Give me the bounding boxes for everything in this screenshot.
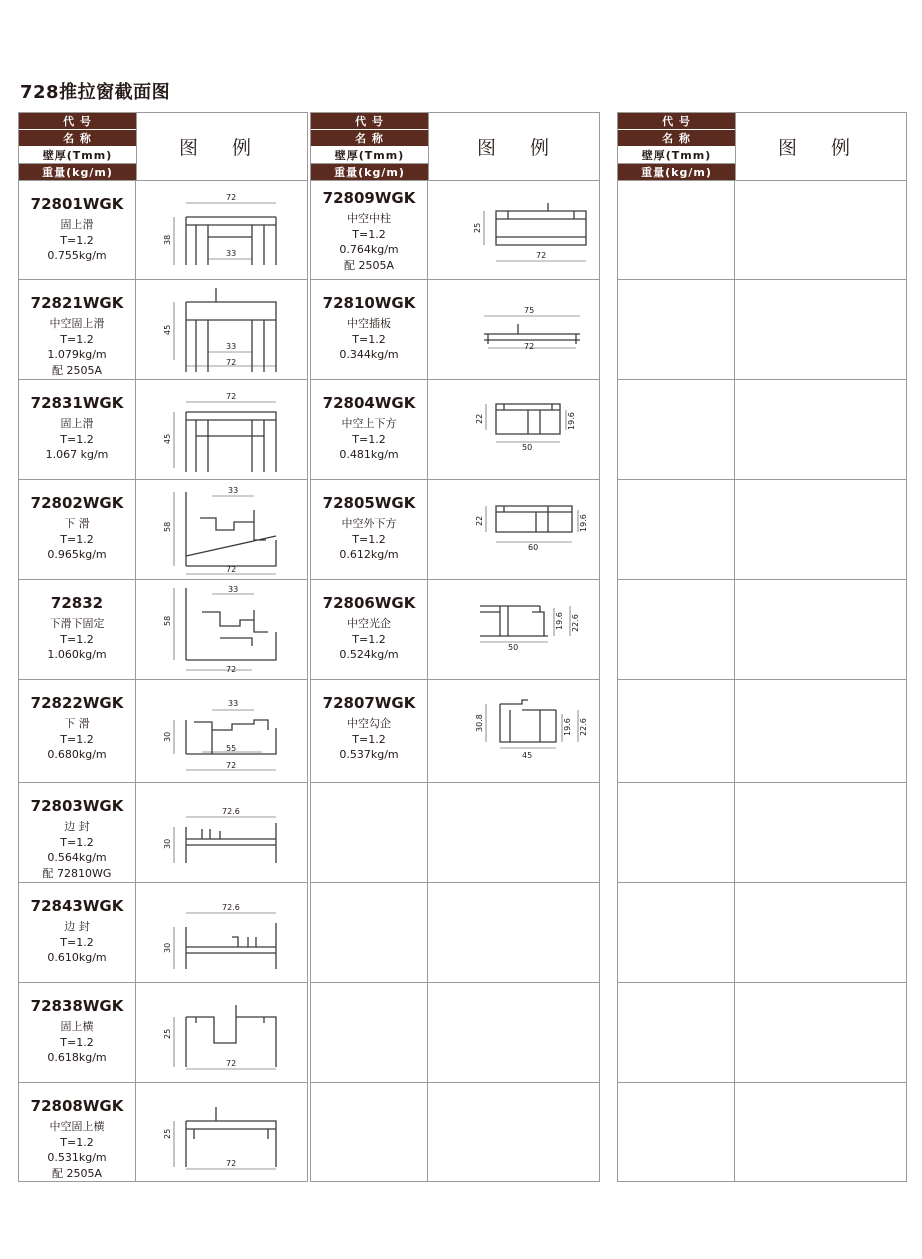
product-name: 中空上下方 [341,417,397,430]
svg-text:45: 45 [163,433,172,444]
product-code: 72804WGK [322,394,416,412]
header-name: 名 称 [19,130,136,147]
table-header [618,113,906,181]
product-code: 72807WGK [322,694,416,712]
table-row-empty [311,983,599,1083]
table-row [19,783,307,883]
svg-text:72: 72 [226,761,237,770]
svg-text:72.6: 72.6 [222,807,240,816]
svg-text:33: 33 [226,342,237,351]
product-code: 72803WGK [30,797,124,815]
svg-text:30: 30 [163,838,172,849]
page-title: 728推拉窗截面图 [20,82,171,103]
product-weight: 0.755kg/m [47,249,107,262]
product-code: 72808WGK [30,1097,124,1115]
profile-drawing [136,580,307,679]
table-row [19,280,307,380]
product-code: 72809WGK [322,189,416,207]
product-code: 72805WGK [322,494,416,512]
svg-text:72: 72 [226,565,237,574]
product-weight: 0.537kg/m [339,748,399,761]
svg-text:72: 72 [226,1159,237,1168]
product-weight: 0.764kg/m [339,243,399,256]
svg-text:30: 30 [163,731,172,742]
table-row [19,883,307,983]
header-legend: 图 例 [178,137,266,159]
svg-text:72.6: 72.6 [222,903,240,912]
table-row-empty [618,280,906,380]
product-thickness: T=1.2 [60,632,94,646]
table-row-empty [618,380,906,480]
product-thickness: T=1.2 [60,835,94,849]
product-thickness: T=1.2 [60,1035,94,1049]
profile-drawing [428,580,599,679]
table-row [311,280,599,380]
header-name: 名 称 [618,130,735,147]
profile-drawing [136,280,307,379]
product-accessory: 配 72810WG [42,866,112,880]
header-legend: 图 例 [777,137,865,159]
table-column-3 [617,112,907,1182]
table-row-empty [618,680,906,783]
product-code: 72843WGK [30,897,124,915]
table-row-empty [618,983,906,1083]
product-thickness: T=1.2 [60,1135,94,1149]
product-name: 中空光企 [347,617,391,630]
product-name: 边 封 [64,920,90,933]
svg-text:75: 75 [524,306,535,315]
profile-drawing [136,680,307,782]
product-code: 72832 [50,594,104,612]
svg-text:19.6: 19.6 [563,718,572,736]
svg-text:72: 72 [226,665,237,674]
product-weight: 1.060kg/m [47,648,107,661]
svg-text:30: 30 [163,942,172,953]
table-row [19,380,307,480]
svg-text:33: 33 [228,699,239,708]
svg-text:25: 25 [163,1028,172,1039]
profile-drawing [136,883,307,982]
svg-text:38: 38 [163,234,172,245]
svg-text:72: 72 [226,392,237,401]
profile-drawing [136,783,307,882]
product-thickness: T=1.2 [60,732,94,746]
product-code: 72801WGK [30,195,124,213]
table-row-empty [618,480,906,580]
table-row-empty [311,783,599,883]
product-name: 中空固上滑 [49,317,105,330]
product-weight: 0.618kg/m [47,1051,107,1064]
svg-text:33: 33 [226,249,237,258]
product-thickness: T=1.2 [352,632,386,646]
header-weight: 重量(kg/m) [311,164,428,180]
profile-drawing [136,1083,307,1181]
profile-drawing [428,380,599,479]
table-row-empty [311,1083,599,1181]
profile-drawing [428,480,599,579]
table-row [311,680,599,783]
svg-text:60: 60 [528,543,539,552]
product-code: 72806WGK [322,594,416,612]
product-name: 中空插板 [347,317,391,330]
product-weight: 0.481kg/m [339,448,399,461]
product-weight: 0.965kg/m [47,548,107,561]
table-header [311,113,599,181]
profile-drawing [428,680,599,782]
svg-text:19.6: 19.6 [567,412,576,430]
svg-text:50: 50 [508,643,519,652]
svg-text:72: 72 [536,251,547,260]
table-row [19,480,307,580]
product-code: 72821WGK [30,294,124,312]
product-thickness: T=1.2 [60,332,94,346]
product-thickness: T=1.2 [352,432,386,446]
svg-text:22.6: 22.6 [571,614,580,632]
product-accessory: 配 2505A [343,258,394,272]
profile-drawing [136,380,307,479]
product-name: 固上滑 [60,417,94,430]
header-thickness: 壁厚(Tmm) [618,147,735,164]
svg-text:30.8: 30.8 [475,714,484,732]
product-weight: 1.067 kg/m [45,448,109,461]
table-header [19,113,307,181]
header-weight: 重量(kg/m) [618,164,735,180]
header-weight: 重量(kg/m) [19,164,136,180]
product-code: 72838WGK [30,997,124,1015]
product-thickness: T=1.2 [60,532,94,546]
product-weight: 0.610kg/m [47,951,107,964]
profile-drawing [136,983,307,1082]
table-row [311,380,599,480]
svg-text:19.6: 19.6 [555,612,564,630]
product-code: 72802WGK [30,494,124,512]
table-row-empty [618,883,906,983]
header-code: 代 号 [311,113,428,130]
svg-text:19.6: 19.6 [579,514,588,532]
svg-text:55: 55 [226,744,237,753]
product-name: 下滑下固定 [49,617,105,630]
product-name: 下 滑 [64,517,90,530]
header-name: 名 称 [311,130,428,147]
product-code: 72810WGK [322,294,416,312]
product-name: 中空中柱 [347,212,391,225]
profile-drawing [428,280,599,379]
product-weight: 0.564kg/m [47,851,107,864]
profile-drawing [136,181,307,279]
product-name: 固上滑 [60,218,94,231]
table-row [19,1083,307,1181]
header-code: 代 号 [618,113,735,130]
product-name: 中空外下方 [341,517,397,530]
svg-text:45: 45 [163,324,172,335]
table-row [311,181,599,280]
svg-text:72: 72 [226,1059,237,1068]
product-accessory: 配 2505A [51,1166,102,1180]
product-weight: 0.524kg/m [339,648,399,661]
product-name: 固上横 [60,1020,94,1033]
product-name: 中空固上横 [49,1120,105,1133]
product-weight: 1.079kg/m [47,348,107,361]
table-row [19,580,307,680]
svg-text:33: 33 [228,486,239,495]
product-weight: 0.680kg/m [47,748,107,761]
profile-drawing [136,480,307,579]
svg-text:72: 72 [226,358,237,367]
product-thickness: T=1.2 [60,935,94,949]
product-weight: 0.531kg/m [47,1151,107,1164]
table-row-empty [311,883,599,983]
table-column-2 [310,112,600,1182]
table-row [19,983,307,1083]
header-code: 代 号 [19,113,136,130]
svg-text:25: 25 [163,1128,172,1139]
table-row-empty [618,1083,906,1181]
svg-text:72: 72 [524,342,535,351]
product-name: 下 滑 [64,717,90,730]
table-row [311,480,599,580]
table-row [19,680,307,783]
svg-text:33: 33 [228,585,239,594]
profile-drawing [428,181,599,279]
svg-text:58: 58 [163,521,172,532]
product-code: 72831WGK [30,394,124,412]
product-weight: 0.344kg/m [339,348,399,361]
product-weight: 0.612kg/m [339,548,399,561]
product-thickness: T=1.2 [352,332,386,346]
product-name: 边 封 [64,820,90,833]
product-thickness: T=1.2 [352,227,386,241]
svg-text:58: 58 [163,615,172,626]
header-thickness: 壁厚(Tmm) [19,147,136,164]
product-thickness: T=1.2 [352,532,386,546]
product-thickness: T=1.2 [352,732,386,746]
header-thickness: 壁厚(Tmm) [311,147,428,164]
table-column-1 [18,112,308,1182]
product-name: 中空勾企 [347,717,391,730]
svg-text:22: 22 [475,515,484,526]
svg-text:25: 25 [473,222,482,233]
product-accessory: 配 2505A [51,363,102,377]
header-legend: 图 例 [476,137,564,159]
svg-text:50: 50 [522,443,533,452]
product-code: 72822WGK [30,694,124,712]
svg-text:22.6: 22.6 [579,718,588,736]
product-thickness: T=1.2 [60,432,94,446]
product-thickness: T=1.2 [60,233,94,247]
table-row-empty [618,783,906,883]
svg-text:45: 45 [522,751,533,760]
table-row-empty [618,580,906,680]
svg-text:22: 22 [475,413,484,424]
svg-text:72: 72 [226,193,237,202]
table-row [19,181,307,280]
table-row-empty [618,181,906,280]
table-row [311,580,599,680]
